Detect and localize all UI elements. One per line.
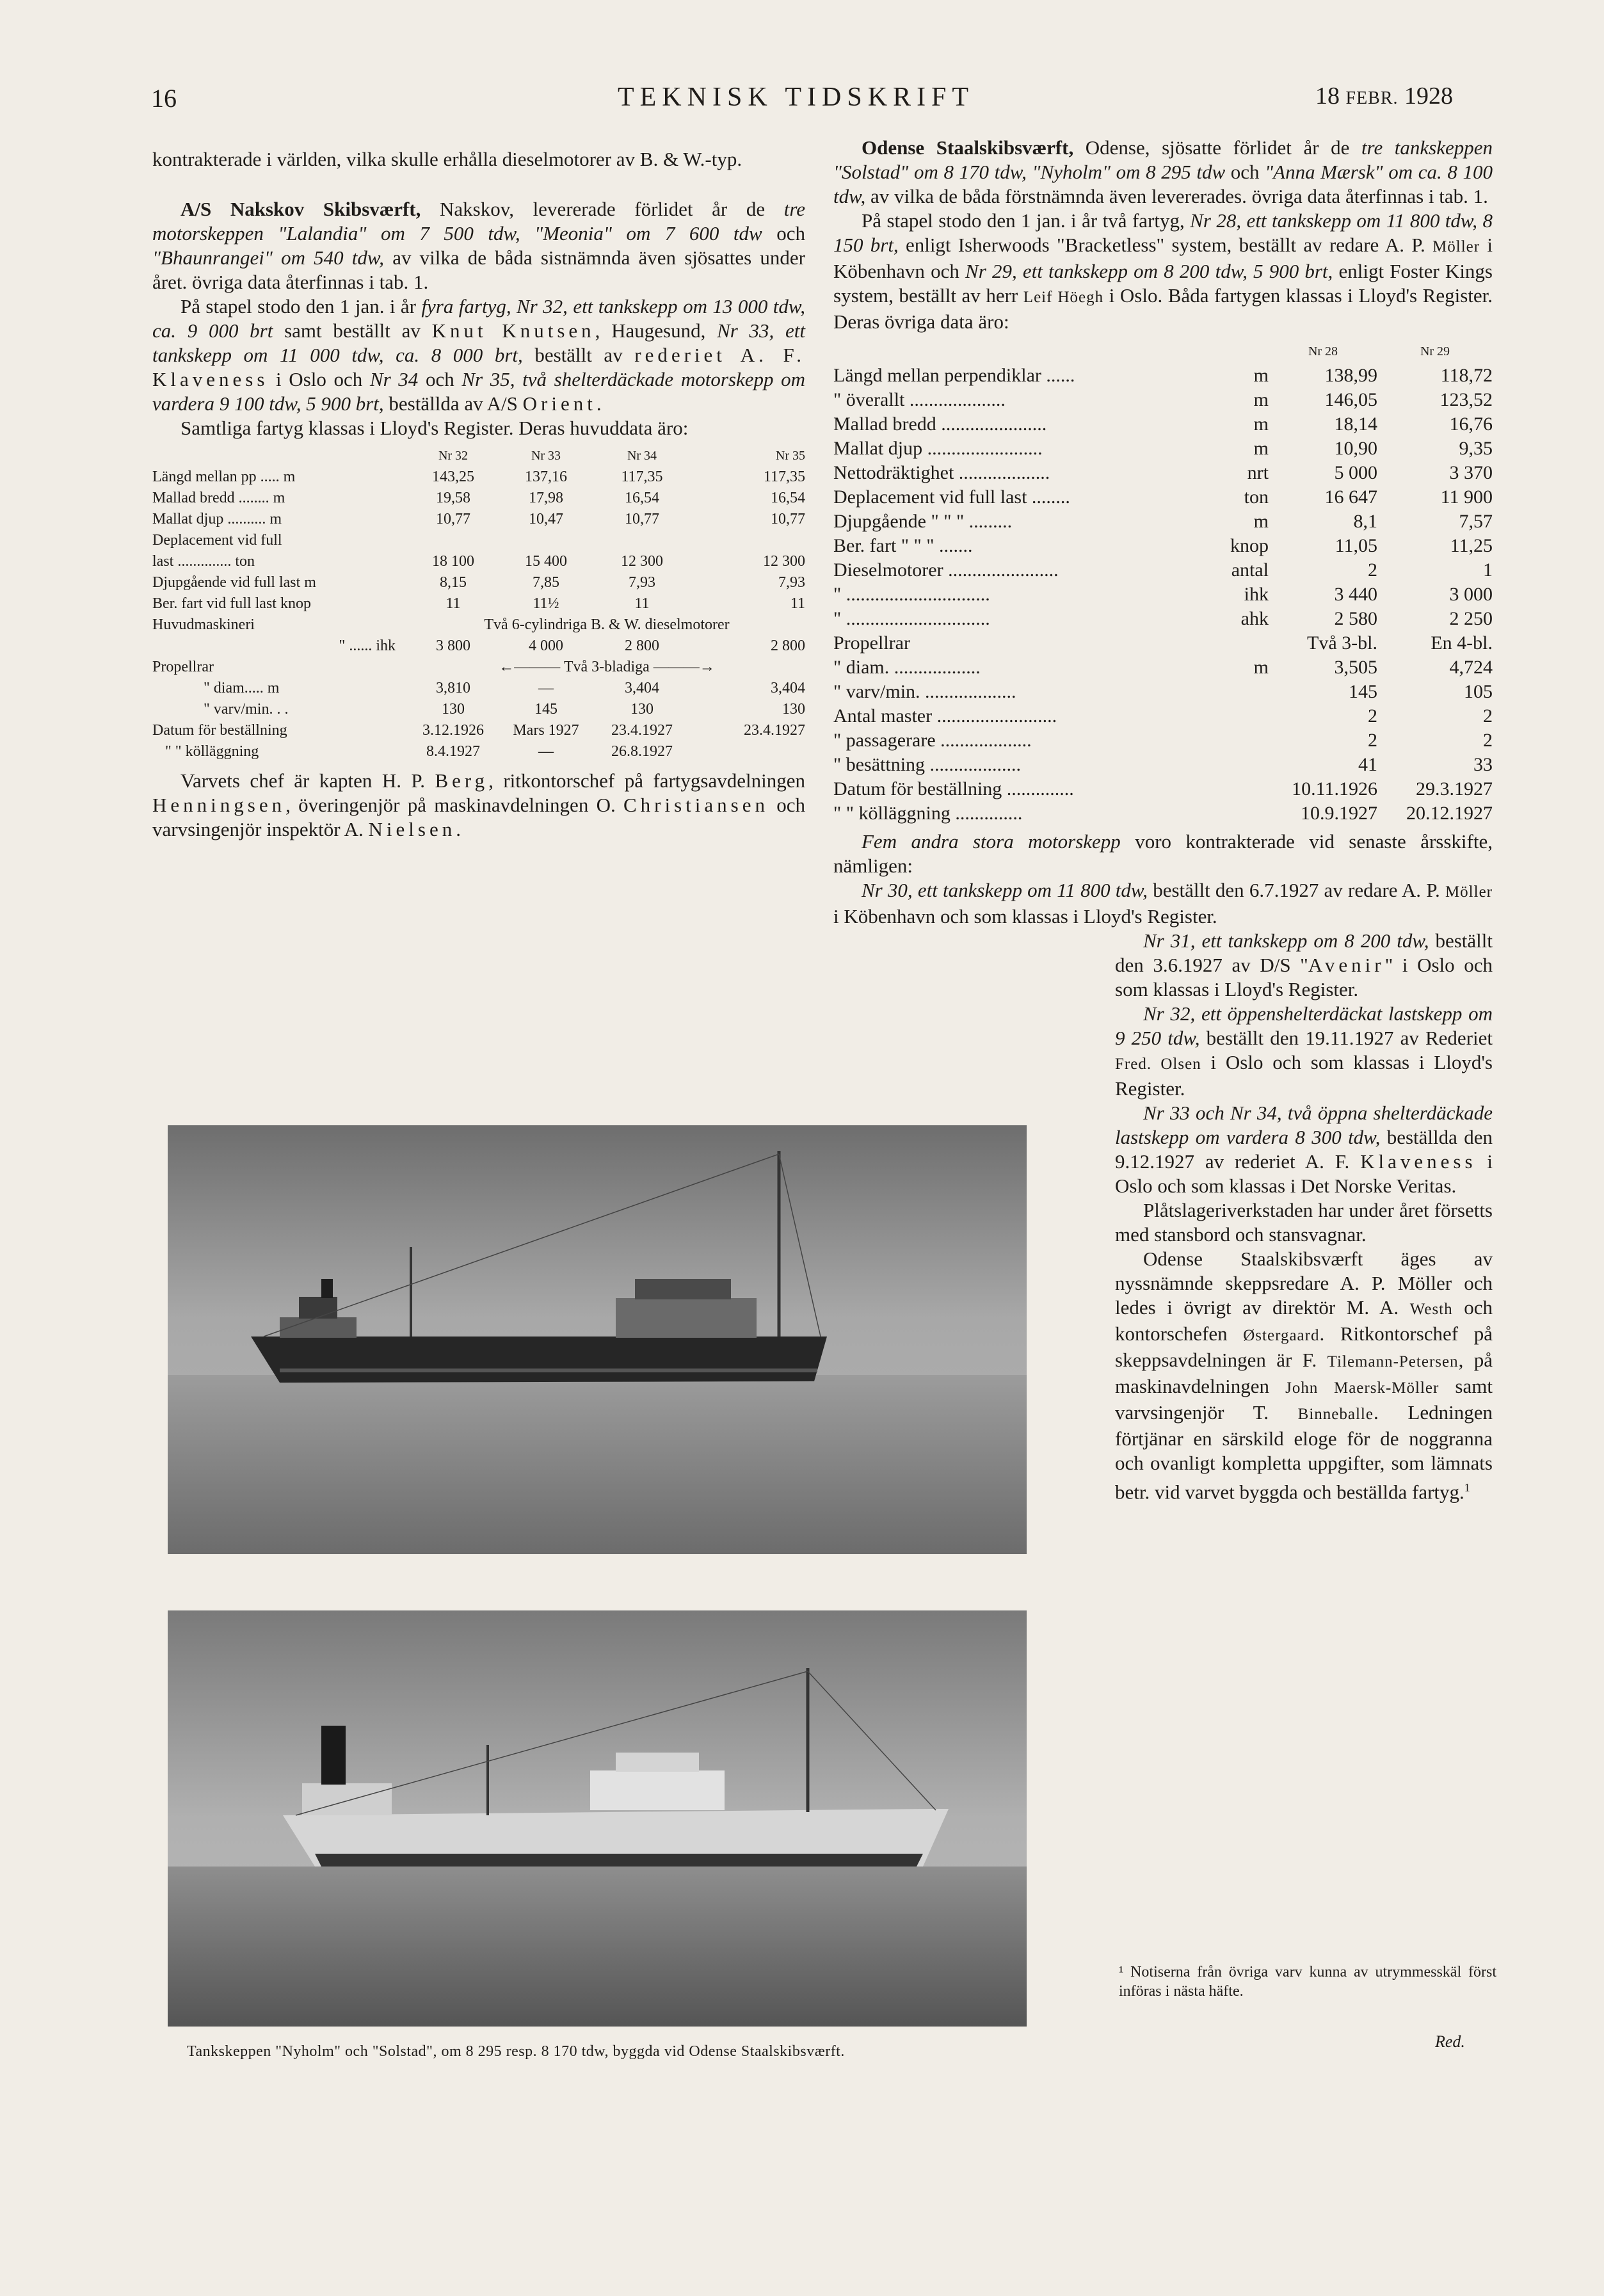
cell: 3,505 xyxy=(1334,657,1377,678)
cell: 17,98 xyxy=(529,490,563,506)
row-label: Ber. fart vid full last knop xyxy=(152,595,311,612)
text-run: tre motorskeppen "Lalandia" om 7 500 tdw, "Meonia" om 7 600 tdw xyxy=(152,198,805,245)
row-label: Ber. fart " " " ....... xyxy=(833,535,973,556)
text-run: Möller xyxy=(1432,238,1480,255)
cell: 10,77 xyxy=(625,511,659,527)
unit-cell xyxy=(1211,631,1269,655)
cell: 3 440 xyxy=(1334,584,1377,605)
text-run: Nr 30, ett tankskepp om 11 800 tdw, xyxy=(862,879,1148,901)
row-label: Djupgående " " " ......... xyxy=(833,511,1013,532)
cell: 18 100 xyxy=(432,553,474,570)
unit-cell xyxy=(1211,753,1269,777)
row-label: Huvudmaskineri xyxy=(152,616,255,633)
date-year: 1928 xyxy=(1404,83,1454,109)
unit-cell xyxy=(1211,801,1269,826)
cell: Mars 1927 xyxy=(513,722,579,739)
cell: 117,35 xyxy=(763,469,805,485)
text-run: På stapel stodo den 1 jan. i år xyxy=(180,295,422,317)
cell: 105 xyxy=(1464,681,1493,702)
cell: 23.4.1927 xyxy=(611,722,673,739)
cell: 118,72 xyxy=(1440,365,1493,386)
table-row xyxy=(833,753,1493,777)
cell: Två 6-cylindriga B. & W. dieselmotorer xyxy=(484,616,730,633)
text-run: i Oslo och xyxy=(268,368,370,390)
cell: 143,25 xyxy=(432,469,474,485)
issue-date xyxy=(1315,82,1453,110)
text-run: Østergaard xyxy=(1243,1327,1320,1344)
text-run: av vilka de båda förstnämnda även levererades. övriga data återfinnas i tab. 1. xyxy=(865,185,1488,207)
text-run: i Köbenhavn och som klassas i Lloyd's Register. xyxy=(833,905,1217,927)
table-row xyxy=(833,388,1493,412)
text-run: . xyxy=(596,392,602,415)
row-label: Längd mellan pp ..... m xyxy=(152,469,296,485)
cell: 26.8.1927 xyxy=(611,743,673,760)
cell: 3.12.1926 xyxy=(422,722,484,739)
row-label: Propellrar xyxy=(833,632,910,654)
text-run: samt varvsingenjör T. xyxy=(1115,1375,1493,1424)
cell: 8,15 xyxy=(440,574,467,591)
text-run: Tilemann-Petersen xyxy=(1327,1353,1459,1370)
cell: 2 xyxy=(1483,705,1493,727)
row-label: Mallat djup .......... m xyxy=(152,511,282,527)
cell: 137,16 xyxy=(525,469,567,485)
odense-data-table xyxy=(833,339,1493,364)
cell: 10,77 xyxy=(771,511,805,527)
table-row xyxy=(833,364,1493,388)
cell: 23.4.1927 xyxy=(744,722,805,739)
cell: 12 300 xyxy=(763,553,805,570)
text-run: i Oslo. Båda fartygen klassas i Lloyd's Register. Deras övriga data äro: xyxy=(833,284,1493,333)
cell: 7,57 xyxy=(1459,511,1493,532)
text-run: Avenir xyxy=(1308,954,1385,976)
text-run: Nr 33 och Nr 34, två öppna shelterdäckade lastskepp om vardera 8 300 tdw, xyxy=(1115,1102,1493,1148)
text-run: av vilka de båda sistnämnda även sjösattes under året. övriga data återfinnas i tab. 1. xyxy=(152,246,805,293)
row-label: Mallad bredd ...................... xyxy=(833,413,1047,435)
nr32-paragraph xyxy=(1115,1002,1493,1101)
cell: 4,724 xyxy=(1449,657,1493,678)
text-run: " i Oslo och som klassas i Lloyd's Register. xyxy=(1115,954,1493,1000)
cell: 3,404 xyxy=(625,680,659,696)
text-run: , på maskinavdelningen xyxy=(1115,1349,1493,1397)
nakskov-paragraph-3: Samtliga fartyg klassas i Lloyd's Register. Deras huvuddata äro: xyxy=(180,417,689,439)
text-run: och xyxy=(418,368,462,390)
footnote: ¹ Notiserna från övriga varv kunna av utrymmesskäl först införas i nästa häfte. xyxy=(1119,1964,1496,2000)
cell: 11 xyxy=(445,595,461,612)
cell: 10,77 xyxy=(436,511,470,527)
unit-cell xyxy=(1211,680,1269,704)
table-row xyxy=(833,461,1493,485)
text-run: Westh xyxy=(1409,1301,1453,1318)
cell: 8.4.1927 xyxy=(426,743,480,760)
cell: 7,93 xyxy=(778,574,805,591)
row-label: " .............................. xyxy=(833,584,990,605)
row-label: " diam. .................. xyxy=(833,657,981,678)
row-label: " överallt .................... xyxy=(833,389,1006,410)
odense-data-rows xyxy=(833,364,1493,826)
odense-paragraph-2 xyxy=(833,209,1493,334)
row-label: Nettodräktighet ................... xyxy=(833,462,1050,483)
text-run: , Haugesund, xyxy=(595,319,718,342)
row-label: " ...... ihk xyxy=(339,638,396,654)
cell: 29.3.1927 xyxy=(1416,778,1493,799)
nr33-paragraph xyxy=(1115,1101,1493,1198)
unit-cell: ahk xyxy=(1240,608,1269,629)
ship-photo-top-image xyxy=(168,1125,1027,1554)
unit-cell: m xyxy=(1253,438,1269,459)
text-run: Fem andra stora motorskepp xyxy=(862,830,1121,853)
text-run: samt beställt av xyxy=(273,319,432,342)
text-run: Nielsen xyxy=(368,818,456,840)
text-run: Nr 31, ett tankskepp om 8 200 tdw, xyxy=(1143,929,1429,952)
cell: 3 800 xyxy=(436,638,470,654)
cell: 15 400 xyxy=(525,553,567,570)
unit-cell xyxy=(1211,728,1269,753)
cell: 130 xyxy=(442,701,465,718)
journal-title: TEKNISK TIDSKRIFT xyxy=(618,83,975,112)
text-run: Möller xyxy=(1445,883,1493,901)
cell: ←——— Två 3-bladiga ———→ xyxy=(499,659,715,675)
text-run: i Oslo och som klassas i Lloyd's Register. xyxy=(1115,1051,1493,1100)
cell: 2 xyxy=(1368,730,1377,751)
row-label: " " kölläggning xyxy=(165,743,259,760)
row-label: Datum för beställning xyxy=(152,722,287,739)
table-row xyxy=(152,741,805,762)
text-run: beställt den 3.6.1927 av D/S " xyxy=(1115,929,1493,976)
text-run: . Ledningen förtjänar en särskild eloge för de noggranna och ovanligt kompletta uppgifter, som lämnats betr. vid varvet byggda och beställda fartyg. xyxy=(1115,1401,1493,1504)
row-label: Djupgående vid full last m xyxy=(152,574,316,591)
cell: 33 xyxy=(1473,754,1493,775)
table-row xyxy=(833,777,1493,801)
cell: 16 647 xyxy=(1324,486,1377,508)
row-label: Mallad bredd ........ m xyxy=(152,490,285,506)
table-row xyxy=(152,636,805,657)
cell: 3 370 xyxy=(1449,462,1493,483)
table-row xyxy=(833,437,1493,461)
row-label: " besättning ................... xyxy=(833,754,1022,775)
row-label: Längd mellan perpendiklar ...... xyxy=(833,365,1075,386)
text-run: beställt den 19.11.1927 av Rederiet xyxy=(1199,1027,1493,1049)
row-label: Dieselmotorer ....................... xyxy=(833,559,1059,581)
text-run: rederiet A. F. Klaveness xyxy=(152,344,805,390)
text-run: Fred. Olsen xyxy=(1115,1056,1201,1073)
text-run: Nr 28, ett tankskepp om 11 800 tdw, 8 150 brt, xyxy=(833,209,1493,256)
cell: 2 xyxy=(1368,559,1377,581)
unit-cell: m xyxy=(1253,657,1269,678)
text-run: Binneballe xyxy=(1297,1406,1374,1423)
row-label: " passagerare ................... xyxy=(833,730,1032,751)
cell: 4 000 xyxy=(529,638,563,654)
page-number: 16 xyxy=(151,84,177,113)
odense-paragraph-1 xyxy=(833,136,1493,209)
table-row xyxy=(833,631,1493,655)
ship-photo-bottom-image xyxy=(168,1610,1027,2027)
unit-cell: nrt xyxy=(1247,462,1269,483)
table-row xyxy=(152,509,805,530)
text-run: . Ritkontorschef på skeppsavdelningen är F. xyxy=(1115,1322,1493,1371)
text-run: Christiansen xyxy=(623,794,769,816)
fem-paragraph xyxy=(833,830,1493,878)
unit-cell xyxy=(1211,777,1269,801)
cell: 2 800 xyxy=(771,638,805,654)
row-label: " " kölläggning .............. xyxy=(833,803,1023,824)
cell: 12 300 xyxy=(621,553,663,570)
nr31-paragraph xyxy=(1115,929,1493,1002)
cell: 117,35 xyxy=(621,469,663,485)
cell: 11,05 xyxy=(1335,535,1377,556)
text-run: Nr 35, två shelterdäckade motorskepp om vardera 9 100 tdw, 5 900 brt, xyxy=(152,368,805,415)
cell: 16,54 xyxy=(625,490,659,506)
text-run: Nr 33, ett tankskepp om 11 000 tdw, ca. 8 000 brt, xyxy=(152,319,805,366)
table-row xyxy=(152,467,805,488)
cell: 145 xyxy=(534,701,557,718)
text-run: Leif Höegh xyxy=(1023,289,1104,306)
cell: 145 xyxy=(1349,681,1377,702)
row-label: Mallat djup ........................ xyxy=(833,438,1043,459)
cell: 3 000 xyxy=(1449,584,1493,605)
table-row xyxy=(833,485,1493,510)
text-run: Nr 32, ett öppenshelterdäckat lastskepp om 9 250 tdw, xyxy=(1115,1002,1493,1049)
cell: 2 250 xyxy=(1449,608,1493,629)
nakskov-data-table xyxy=(152,446,805,762)
table-header-cell: Nr 29 xyxy=(1420,344,1450,358)
table-row xyxy=(833,607,1493,631)
date-month: FEBR. xyxy=(1345,88,1399,108)
table-header-cell: Nr 34 xyxy=(627,449,657,463)
cell: 11½ xyxy=(533,595,559,612)
nakskov-paragraph-1 xyxy=(152,197,805,294)
row-label: Deplacement vid full last ........ xyxy=(833,486,1070,508)
text-run: i Oslo och som klassas i Det Norske Veritas. xyxy=(1115,1150,1493,1197)
cell: 41 xyxy=(1358,754,1377,775)
cell: 16,76 xyxy=(1449,413,1493,435)
nr30-paragraph xyxy=(833,878,1493,929)
intro-paragraph: kontrakterade i världen, vilka skulle erhålla dieselmotorer av B. & W.-typ. xyxy=(152,148,742,170)
text-run: Henningsen xyxy=(152,794,286,816)
text-run: beställda den 9.12.1927 av rederiet A. F. xyxy=(1115,1126,1493,1173)
text-run: Nr 34 xyxy=(369,368,419,390)
agare-paragraph xyxy=(1115,1247,1493,1504)
text-run: "Anna Mærsk" om ca. 8 100 tdw, xyxy=(833,161,1493,207)
text-run: Odense Staalskibsværft äges av nyssnämnde skeppsredare A. P. Möller och ledes i övrigt av direktör M. A. xyxy=(1115,1248,1493,1319)
text-run: , överingenjör på maskinavdelningen O. xyxy=(285,794,623,816)
cell: 11 900 xyxy=(1440,486,1493,508)
text-run: Odense, sjösatte förlidet år de xyxy=(1073,136,1361,159)
table-row xyxy=(833,412,1493,437)
text-run: Knut Knutsen xyxy=(431,319,595,342)
unit-cell: m xyxy=(1253,389,1269,410)
table-header-cell: Nr 33 xyxy=(531,449,561,463)
table-row xyxy=(152,488,805,509)
table-header-row xyxy=(152,446,805,467)
nakskov-paragraph-2 xyxy=(152,294,805,416)
cell: 3,404 xyxy=(771,680,805,696)
cell: — xyxy=(538,680,554,696)
cell: 146,05 xyxy=(1324,389,1377,410)
text-run: Nr 29, ett tankskepp om 8 200 tdw, 5 900 brt, xyxy=(965,260,1333,282)
unit-cell: antal xyxy=(1231,559,1269,581)
cell: 11 xyxy=(790,595,805,612)
cell: 3,810 xyxy=(436,680,470,696)
table-row xyxy=(833,534,1493,558)
photo-caption: Tankskeppen "Nyholm" och "Solstad", om 8 295 resp. 8 170 tdw, byggda vid Odense Staalskibsværft. xyxy=(187,2043,845,2060)
row-label: Antal master ......................... xyxy=(833,705,1057,727)
row-label: " .............................. xyxy=(833,608,990,629)
cell: 2 800 xyxy=(625,638,659,654)
left-column xyxy=(152,147,805,842)
text-run: På stapel stodo den 1 jan. i år två fartyg, xyxy=(862,209,1191,232)
text-run: tre tankskeppen "Solstad" om 8 170 tdw, "Nyholm" om 8 295 tdw xyxy=(833,136,1493,183)
table-row xyxy=(833,655,1493,680)
unit-cell: m xyxy=(1253,413,1269,435)
text-run: beställda av A/S xyxy=(383,392,523,415)
text-run: och xyxy=(1225,161,1265,183)
plat-paragraph: Plåtslageriverkstaden har under året försetts med stansbord och stansvagnar. xyxy=(1115,1199,1493,1246)
cell: 8,1 xyxy=(1353,511,1377,532)
table-row xyxy=(152,572,805,593)
table-row xyxy=(152,593,805,614)
cell: 2 xyxy=(1368,705,1377,727)
nakskov-heading: A/S Nakskov Skibsværft, xyxy=(180,198,421,220)
text-run: beställt den 6.7.1927 av redare A. P. xyxy=(1148,879,1445,901)
footnote-mark: 1 xyxy=(1464,1481,1470,1494)
text-run: , ritkontorschef på fartygsavdelningen xyxy=(488,769,805,792)
cell: 2 xyxy=(1483,730,1493,751)
text-run: Orient xyxy=(522,392,597,415)
cell: 11,25 xyxy=(1450,535,1493,556)
row-label: " diam..... m xyxy=(204,680,280,696)
row-label: Propellrar xyxy=(152,659,214,675)
table-row xyxy=(833,801,1493,826)
cell: 123,52 xyxy=(1440,389,1493,410)
cell: 5 000 xyxy=(1334,462,1377,483)
text-run: Klaveness xyxy=(1360,1150,1477,1173)
table-header-row xyxy=(833,339,1493,364)
cell: Två 3-bl. xyxy=(1307,632,1377,654)
unit-cell: ton xyxy=(1244,486,1269,508)
propellrar-value: Två 3-bladiga xyxy=(563,659,650,675)
cell: 7,93 xyxy=(629,574,655,591)
cell: 7,85 xyxy=(533,574,559,591)
text-run: enligt Isherwoods "Bracketless" system, beställt av redare A. P. xyxy=(898,234,1433,256)
cell: — xyxy=(538,743,554,760)
text-run: "Bhaunrangei" om 540 tdw, xyxy=(152,246,385,269)
table-row xyxy=(152,720,805,741)
text-run: i Köbenhavn och xyxy=(833,234,1493,282)
cell: 10,90 xyxy=(1334,438,1377,459)
table-row xyxy=(152,699,805,720)
cell: 10,47 xyxy=(529,511,563,527)
text-run: och varvsingenjör inspektör A. xyxy=(152,794,806,840)
unit-cell: m xyxy=(1253,511,1269,532)
text-run: Berg xyxy=(435,769,489,792)
table-header-cell: Nr 32 xyxy=(438,449,469,463)
table-row xyxy=(152,551,805,572)
table-row xyxy=(152,657,805,678)
cell: 10.11.1926 xyxy=(1292,778,1377,799)
text-run: och kontorschefen xyxy=(1115,1296,1493,1345)
cell: 9,35 xyxy=(1459,438,1493,459)
text-run: och xyxy=(762,222,805,245)
cell: 138,99 xyxy=(1324,365,1377,386)
table-row xyxy=(833,510,1493,534)
table-row xyxy=(833,728,1493,753)
text-run: Varvets chef är kapten H. P. xyxy=(180,769,435,792)
row-label: last .............. ton xyxy=(152,553,255,570)
odense-heading: Odense Staalskibsværft, xyxy=(862,136,1074,159)
text-run: beställt av xyxy=(522,344,635,366)
text-run: fyra fartyg, Nr 32, ett tankskepp om 13 000 tdw, ca. 9 000 brt xyxy=(152,295,805,342)
cell: 130 xyxy=(782,701,805,718)
cell xyxy=(690,741,805,762)
unit-cell: ihk xyxy=(1244,584,1269,605)
unit-cell: knop xyxy=(1230,535,1269,556)
table-row xyxy=(833,558,1493,582)
table-row xyxy=(833,704,1493,728)
table-header-cell: Nr 28 xyxy=(1308,344,1338,358)
row-label: " varv/min. ................... xyxy=(833,681,1016,702)
cell: 18,14 xyxy=(1334,413,1377,435)
ship-photo-top xyxy=(168,1125,1027,1554)
row-label: " varv/min. . . xyxy=(204,701,289,718)
text-run: enligt Foster Kings system, beställt av herr xyxy=(833,260,1493,307)
text-run: . xyxy=(456,818,461,840)
table-row xyxy=(152,530,805,551)
text-run: Nakskov, levererade förlidet år de xyxy=(421,198,784,220)
table-row xyxy=(833,582,1493,607)
ship-photo-bottom xyxy=(168,1610,1027,2027)
text-run: voro kontrakterade vid senaste årsskifte, nämligen: xyxy=(833,830,1493,877)
closing-paragraph xyxy=(152,769,805,842)
table-row xyxy=(152,678,805,699)
cell: 16,54 xyxy=(771,490,805,506)
cell: 10.9.1927 xyxy=(1301,803,1377,824)
signature: Red. xyxy=(1435,2032,1465,2051)
date-day: 18 xyxy=(1315,83,1340,109)
cell: 19,58 xyxy=(436,490,470,506)
unit-cell xyxy=(1211,704,1269,728)
cell: 1 xyxy=(1483,559,1493,581)
cell: 20.12.1927 xyxy=(1406,803,1493,824)
table-header-cell: Nr 35 xyxy=(775,449,805,463)
row-label: Deplacement vid full xyxy=(152,532,282,549)
narrow-column xyxy=(1115,929,1493,1504)
cell: 11 xyxy=(634,595,650,612)
cell: En 4-bl. xyxy=(1431,632,1493,654)
unit-cell: m xyxy=(1253,365,1269,386)
row-label: Datum för beställning .............. xyxy=(833,778,1074,799)
text-run: John Maersk-Möller xyxy=(1285,1379,1440,1397)
table-row xyxy=(152,614,805,636)
table-row xyxy=(833,680,1493,704)
cell: 130 xyxy=(630,701,654,718)
cell: 2 580 xyxy=(1334,608,1377,629)
